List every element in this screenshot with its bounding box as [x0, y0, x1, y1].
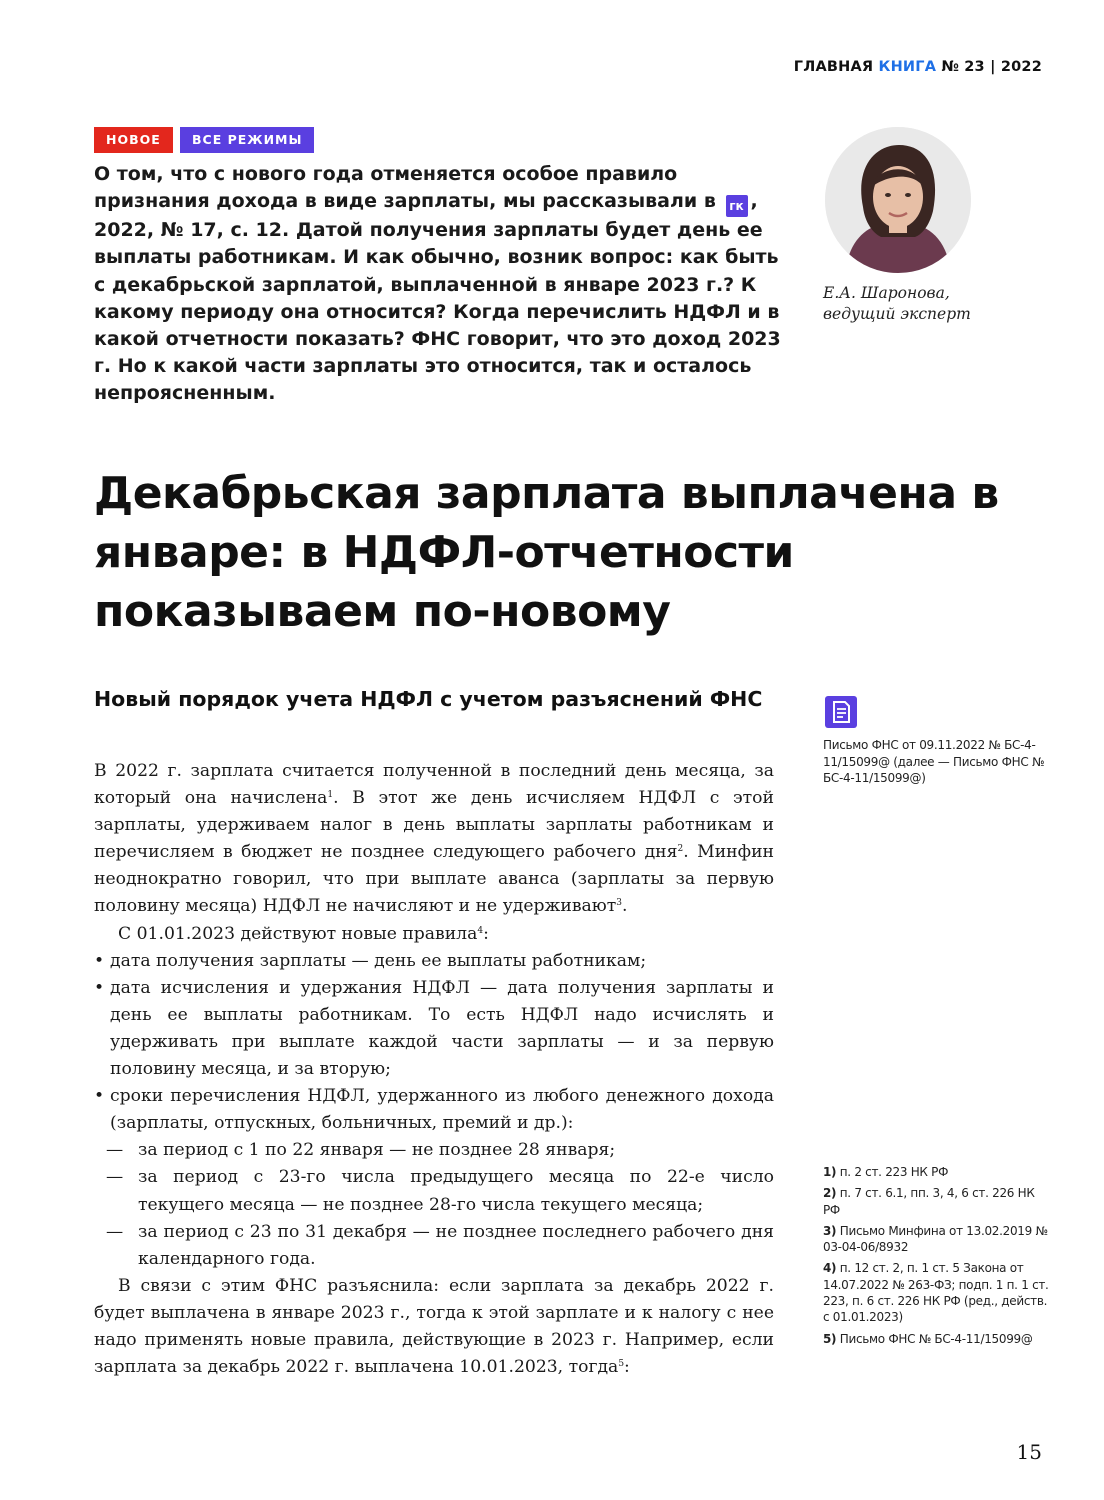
- list-item: • сроки перечисления НДФЛ, удержанного из любого денежного дохода (зарплаты, отпускных, больничных, премий и др.):: [94, 1083, 774, 1137]
- footnote-3: 3) Письмо Минфина от 13.02.2019 № 03-04-06/8932: [823, 1223, 1048, 1255]
- running-header: [794, 59, 1042, 75]
- gk-logo-icon: гк: [726, 195, 748, 217]
- footnote-ref-4[interactable]: 4: [477, 925, 484, 936]
- lead-text-2: , 2022, № 17, с. 12. Датой получения зарплаты будет день ее выплаты работникам. И как обычно, возник вопрос: как быть с декабрьской зарплатой, выплаченной в январе 2023 г.? К какому периоду она относится? Когда перечислить НДФЛ и в какой отчетности показать? ФНС говорит, что это доход 2023 г. Но к какой части зарплаты это относится, так и осталось непроясненным.: [94, 190, 781, 405]
- footnote-ref-3[interactable]: 3: [616, 898, 622, 909]
- lead-text-1: О том, что с нового года отменяется особое правило признания дохода в виде зарплаты, мы рассказывали в: [94, 163, 716, 213]
- footnote-2: 2) п. 7 ст. 6.1, пп. 3, 4, 6 ст. 226 НК РФ: [823, 1186, 1035, 1217]
- list-item: — за период с 23 по 31 декабря — не позднее последнего рабочего дня календарного года.: [94, 1219, 774, 1273]
- brand-accent: КНИГА: [878, 59, 937, 75]
- footnote-ref-5[interactable]: 5: [618, 1359, 625, 1370]
- page-number: 15: [1016, 1440, 1042, 1464]
- footnote-4: 4) п. 12 ст. 2, п. 1 ст. 5 Закона от 14.07.2022 № 263-ФЗ; подп. 1 п. 1 ст. 223, п. 6 ст. 226 НК РФ (ред., действ. с 01.01.2023): [823, 1261, 1049, 1325]
- author-portrait-icon: [825, 127, 971, 273]
- tag-all-modes: ВСЕ РЕЖИМЫ: [180, 127, 314, 153]
- document-icon: [825, 696, 857, 728]
- side-document-reference: Письмо ФНС от 09.11.2022 № БС-4-11/15099@ (далее — Письмо ФНС № БС-4-11/15099@): [823, 738, 1045, 785]
- tag-new: НОВОЕ: [94, 127, 173, 153]
- list-item: — за период с 23-го числа предыдущего месяца по 22-е число текущего месяца — не позднее 28-го числа текущего месяца;: [94, 1164, 774, 1218]
- author-name: Е.А. Шаронова,: [823, 284, 950, 302]
- list-item: • дата получения зарплаты — день ее выплаты работникам;: [94, 948, 774, 975]
- rules-list: [94, 948, 774, 1273]
- footnotes: [823, 1164, 1053, 1352]
- paragraph-2: С 01.01.2023 действуют новые правила$^4$:: [118, 923, 489, 944]
- brand-main: ГЛАВНАЯ: [793, 59, 874, 75]
- footnote-5: 5) Письмо ФНС № БС-4-11/15099@: [823, 1331, 1033, 1346]
- author-caption: [823, 283, 971, 325]
- footnote-ref-2[interactable]: 2: [677, 844, 684, 855]
- list-item: • дата исчисления и удержания НДФЛ — дата получения зарплаты и день ее выплаты работникам. То есть НДФЛ надо исчислять и удерживать при выплате каждой части зарплаты — и за первую половину месяца, и за вторую;: [94, 975, 774, 1083]
- lead-paragraph: [94, 161, 784, 408]
- article-body: [94, 758, 774, 1381]
- section-heading: Новый порядок учета НДФЛ с учетом разъяснений ФНС: [94, 687, 763, 711]
- article-title: Декабрьская зарплата выплачена в январе: в НДФЛ-отчетности показываем по-новому: [94, 468, 999, 637]
- author-role: ведущий эксперт: [823, 305, 971, 323]
- author-photo: [825, 127, 971, 273]
- paragraph-3: В связи с этим ФНС разъяснила: если зарплата за декабрь 2022 г. будет выплачена в январе 2023 г., тогда к этой зарплате и к налогу с нее надо применять новые правила, действующие в 2023 г. Например, если зарплата за декабрь 2022 г. выплачена 10.01.2023, тогда$^5$:: [94, 1275, 774, 1378]
- issue-number: № 23 | 2022: [941, 59, 1042, 75]
- list-item: — за период с 1 по 22 января — не позднее 28 января;: [94, 1137, 774, 1164]
- footnote-ref-1[interactable]: 1: [327, 790, 334, 801]
- footnote-1: 1) п. 2 ст. 223 НК РФ: [823, 1165, 949, 1179]
- paragraph-1: В 2022 г. зарплата считается полученной в последний день месяца, за который она начислена$^1$. В этот же день исчисляем НДФЛ с этой зарплаты, удерживаем налог в день выплаты зарплаты работникам и перечисляем в бюджет не позднее следующего рабочего дня$^2$. Минфин неоднократно говорил, что при выплате аванса (зарплаты за первую половину месяца) НДФЛ не начисляют и не удерживают$^3$.: [94, 761, 774, 917]
